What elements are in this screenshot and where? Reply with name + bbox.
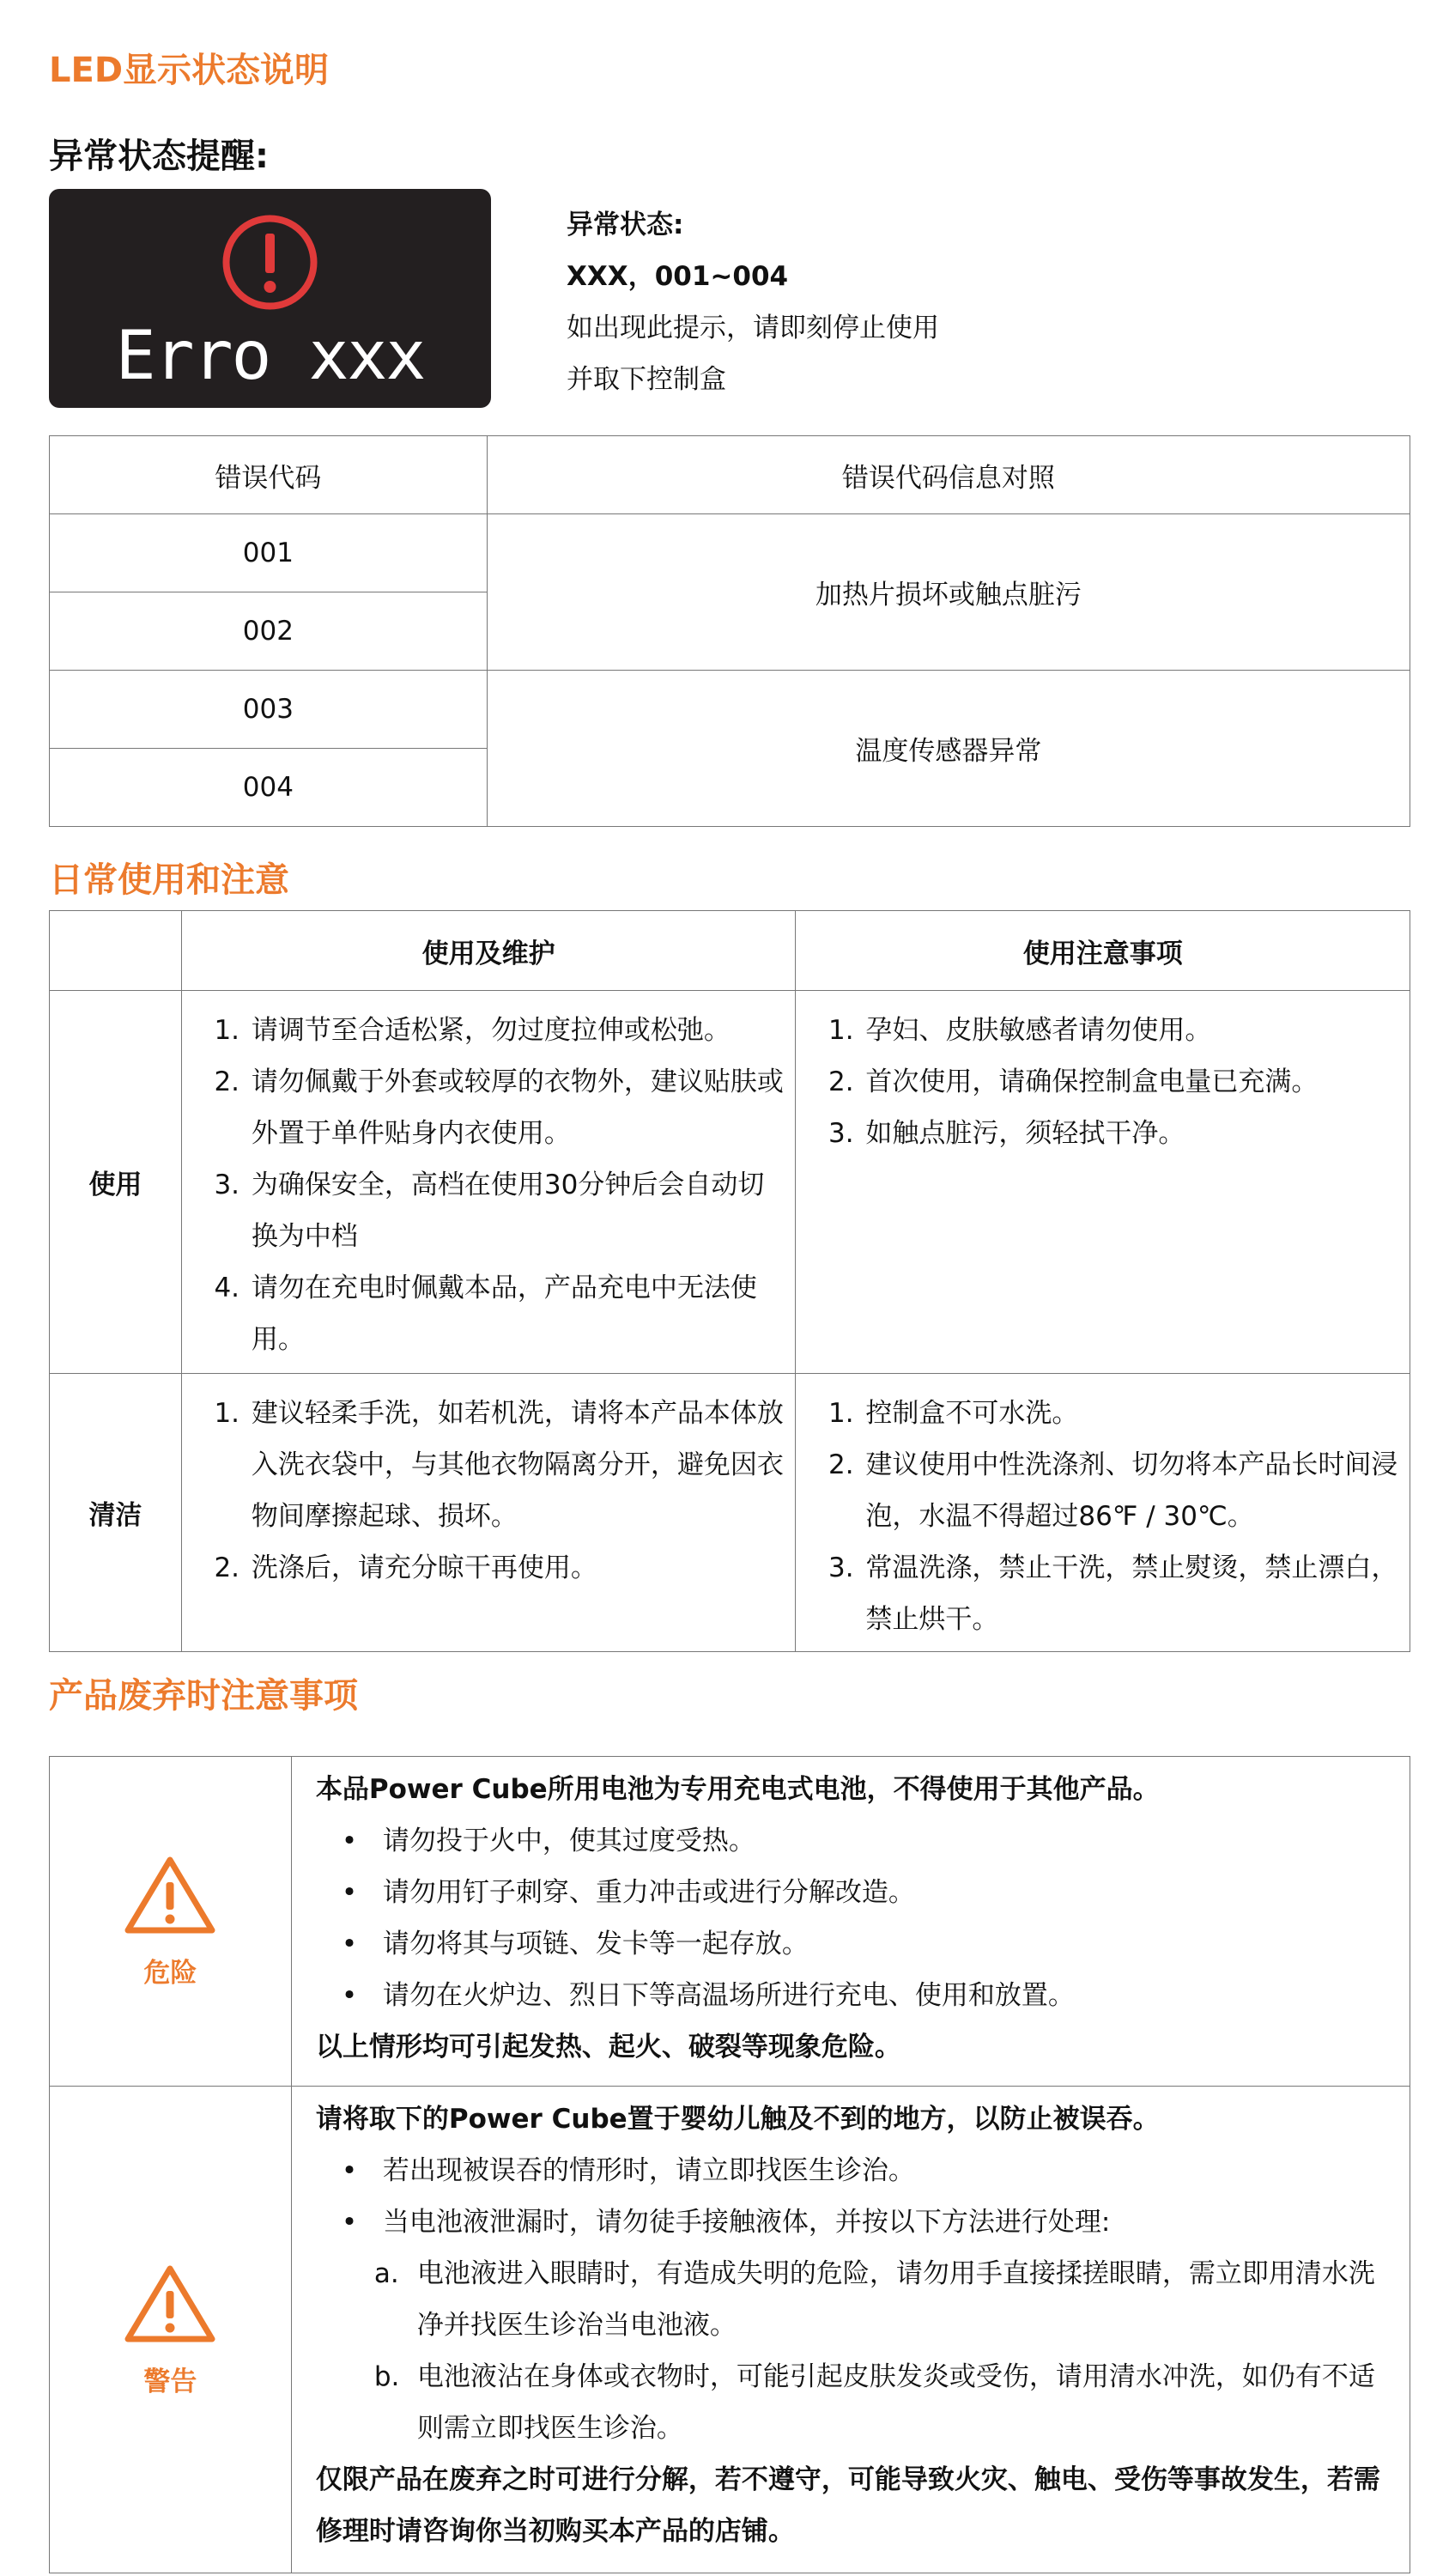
row-label-clean: 清洁: [50, 1374, 182, 1652]
list-item: 1. 控制盒不可水洗。: [862, 1388, 1400, 1439]
list-item: • 若出现被误吞的情形时，请立即找医生诊治。: [316, 2145, 1385, 2196]
sub-list-text: 电池液进入眼睛时，有造成失明的危险，请勿用手直接揉搓眼睛，需立即用清水洗净并找医生诊治当电池液。: [416, 2258, 1375, 2341]
list-item: • 请勿用钉子刺穿、重力冲击或进行分解改造。: [316, 1867, 1385, 1918]
error-display-panel: [49, 189, 491, 408]
use-maintain-cell: [181, 991, 796, 1374]
warning-triangle-icon: [123, 2262, 217, 2344]
list-item: 1. 孕妇、皮肤敏感者请勿使用。: [862, 1005, 1400, 1056]
header-error-info: 错误代码信息对照: [487, 436, 1410, 514]
alert-circle-icon: [221, 213, 319, 312]
list-item: 1. 请调节至合适松紧，勿过度拉伸或松弛。: [248, 1005, 786, 1056]
advice-line-2: 并取下控制盒: [567, 364, 726, 395]
warning-content-cell: [291, 2087, 1410, 2573]
daily-use-table: [49, 910, 1410, 1652]
error-code-cell: 001: [50, 514, 488, 592]
sub-list-text: 电池液沾在身体或衣物时，可能引起皮肤发炎或受伤，请用清水冲洗，如仍有不适则需立即找医生诊治。: [416, 2361, 1375, 2444]
error-code-cell: 002: [50, 592, 488, 671]
warning-triangle-icon: [123, 1853, 217, 1935]
list-item: 3. 如触点脏污，须轻拭干净。: [862, 1108, 1400, 1159]
error-code-cell: 004: [50, 749, 488, 827]
list-item: • 请勿在火炉边、烈日下等高温场所进行充电、使用和放置。: [316, 1970, 1385, 2021]
list-item: 2. 洗涤后，请充分晾干再使用。: [248, 1542, 786, 1594]
list-item: 2. 建议使用中性洗涤剂、切勿将本产品长时间浸泡，水温不得超过86℉ / 30℃。: [862, 1439, 1400, 1542]
sub-list-marker: b.: [373, 2361, 400, 2392]
sub-list-item: [373, 2248, 1385, 2351]
header-use-notes: 使用注意事项: [796, 911, 1410, 991]
list-item: 3. 为确保安全，高档在使用30分钟后会自动切换为中档: [248, 1159, 786, 1262]
error-info-cell: 温度传感器异常: [487, 671, 1410, 827]
list-item: • 请勿将其与项链、发卡等一起存放。: [316, 1918, 1385, 1970]
list-item: 4. 请勿在充电时佩戴本品，产品充电中无法使用。: [248, 1262, 786, 1365]
list-item: • 请勿投于火中，使其过度受热。: [316, 1815, 1385, 1867]
sub-list-item: [373, 2351, 1385, 2454]
error-code-cell: 003: [50, 671, 488, 749]
danger-content-cell: [291, 1757, 1410, 2087]
error-display-text: Erro xxx: [115, 318, 425, 395]
warning-lead: 请将取下的Power Cube置于婴幼儿触及不到的地方，以防止被误吞。: [315, 2104, 1160, 2135]
sub-list-marker: a.: [373, 2258, 399, 2289]
list-item: 2. 请勿佩戴于外套或较厚的衣物外，建议贴肤或外置于单件贴身内衣使用。: [248, 1056, 786, 1159]
disposal-section-title: 产品废弃时注意事项: [49, 1676, 358, 1716]
header-error-code: 错误代码: [50, 436, 488, 514]
led-section-title: LED显示状态说明: [49, 51, 330, 90]
status-label: 异常状态:: [567, 210, 684, 240]
danger-label: 危险: [143, 1958, 197, 1989]
danger-lead: 本品Power Cube所用电池为专用充电式电池，不得使用于其他产品。: [315, 1774, 1160, 1805]
danger-closing: 以上情形均可引起发热、起火、破裂等现象危险。: [315, 2032, 901, 2063]
row-label-use: 使用: [50, 991, 182, 1374]
error-code-table: [49, 435, 1410, 827]
blank-header-cell: [50, 911, 182, 991]
warning-label: 警告: [143, 2366, 197, 2397]
danger-label-cell: [50, 1757, 292, 2087]
warning-label-cell: [50, 2087, 292, 2573]
clean-notes-cell: [796, 1374, 1410, 1652]
advice-line-1: 如出现此提示，请即刻停止使用: [567, 313, 939, 343]
list-item: 2. 首次使用，请确保控制盒电量已充满。: [862, 1056, 1400, 1108]
list-item: 3. 常温洗涤，禁止干洗，禁止熨烫，禁止漂白，禁止烘干。: [862, 1542, 1400, 1645]
header-use-maintain: 使用及维护: [181, 911, 796, 991]
list-item: • 当电池液泄漏时，请勿徒手接触液体，并按以下方法进行处理:: [316, 2196, 1385, 2248]
status-codes: XXX，001~004: [567, 261, 789, 292]
clean-maintain-cell: [181, 1374, 796, 1652]
alert-heading: 异常状态提醒:: [49, 137, 269, 176]
use-notes-cell: [796, 991, 1410, 1374]
list-item: 1. 建议轻柔手洗，如若机洗，请将本产品本体放入洗衣袋中，与其他衣物隔离分开，避免因衣物间摩擦起球、损坏。: [248, 1388, 786, 1542]
disposal-table: [49, 1756, 1410, 2573]
status-info: [567, 199, 939, 405]
warning-closing: 仅限产品在废弃之时可进行分解，若不遵守，可能导致火灾、触电、受伤等事故发生，若需修理时请咨询你当初购买本产品的店铺。: [315, 2464, 1380, 2547]
error-info-cell: 加热片损坏或触点脏污: [487, 514, 1410, 671]
daily-section-title: 日常使用和注意: [49, 860, 289, 900]
